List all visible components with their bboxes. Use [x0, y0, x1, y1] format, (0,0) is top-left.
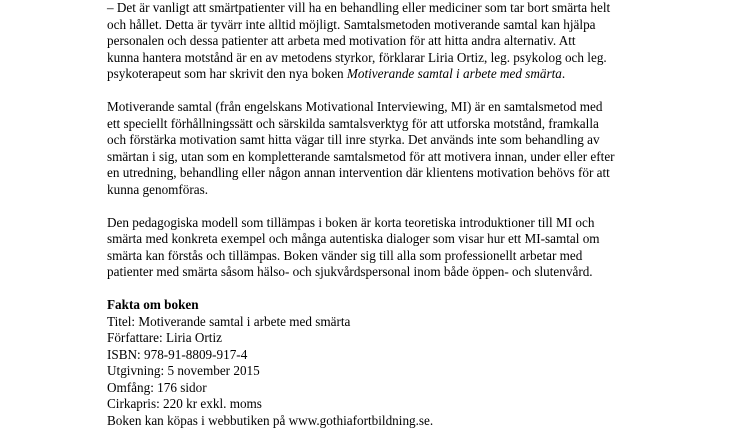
para3-line: smärta kan förstås och tillämpas. Boken vänder sig till alla som professionellt arbetar med: [107, 248, 667, 265]
para2-line: en utredning, behandling eller någon annan intervention där klientens motivation behövs för att: [107, 165, 667, 182]
intro-line: och hållet. Detta är tyvärr inte alltid möjligt. Samtalsmetoden motiverande samtal kan hjälpa: [107, 17, 667, 34]
fact-author: Författare: Liria Ortiz: [107, 330, 667, 347]
intro-paragraph: [107, 0, 667, 83]
intro-line-last: [107, 66, 667, 83]
intro-line: kunna hantera motstånd är en av metodens styrkor, förklarar Liria Ortiz, leg. psykolog och leg.: [107, 50, 667, 67]
fact-release-date: Utgivning: 5 november 2015: [107, 363, 667, 380]
intro-end-punct: .: [562, 66, 565, 81]
mi-description-paragraph: [107, 99, 667, 198]
para2-line: smärtan i sig, utan som en kompletterande samtalsmetod för att motivera innan, under eller efter: [107, 149, 667, 166]
fact-price: Cirkapris: 220 kr exkl. moms: [107, 396, 667, 413]
press-release-body: [107, 0, 667, 429]
fact-purchase-info: Boken kan köpas i webbutiken på www.gothiafortbildning.se.: [107, 413, 667, 429]
pedagogy-paragraph: [107, 215, 667, 281]
para2-line: ett speciellt förhållningssätt och särskilda samtalsverktyg för att utforska motstånd, framkalla: [107, 116, 667, 133]
book-facts: [107, 297, 667, 429]
fact-page-count: Omfång: 176 sidor: [107, 380, 667, 397]
book-facts-heading: Fakta om boken: [107, 297, 667, 314]
book-title-italic: Motiverande samtal i arbete med smärta: [347, 66, 562, 81]
para3-line: Den pedagogiska modell som tillämpas i boken är korta teoretiska introduktioner till MI och: [107, 215, 667, 232]
fact-title: Titel: Motiverande samtal i arbete med smärta: [107, 314, 667, 331]
intro-line: personalen och dessa patienter att arbeta med motivation för att hitta andra alternativ. Att: [107, 33, 667, 50]
intro-line-text: psykoterapeut som har skrivit den nya boken: [107, 66, 347, 81]
intro-line: – Det är vanligt att smärtpatienter vill ha en behandling eller mediciner som tar bort smärta helt: [107, 0, 667, 17]
para2-line: Motiverande samtal (från engelskans Motivational Interviewing, MI) är en samtalsmetod med: [107, 99, 667, 116]
para3-line: patienter med smärta såsom hälso- och sjukvårdspersonal inom både öppen- och slutenvård.: [107, 264, 667, 281]
para3-line: smärta med konkreta exempel och många autentiska dialoger som visar hur ett MI-samtal om: [107, 231, 667, 248]
para2-line: kunna genomföras.: [107, 182, 667, 199]
fact-isbn: ISBN: 978-91-8809-917-4: [107, 347, 667, 364]
para2-line: och förstärka motivation samt hitta vägar till inre styrka. Det används inte som behandling av: [107, 132, 667, 149]
